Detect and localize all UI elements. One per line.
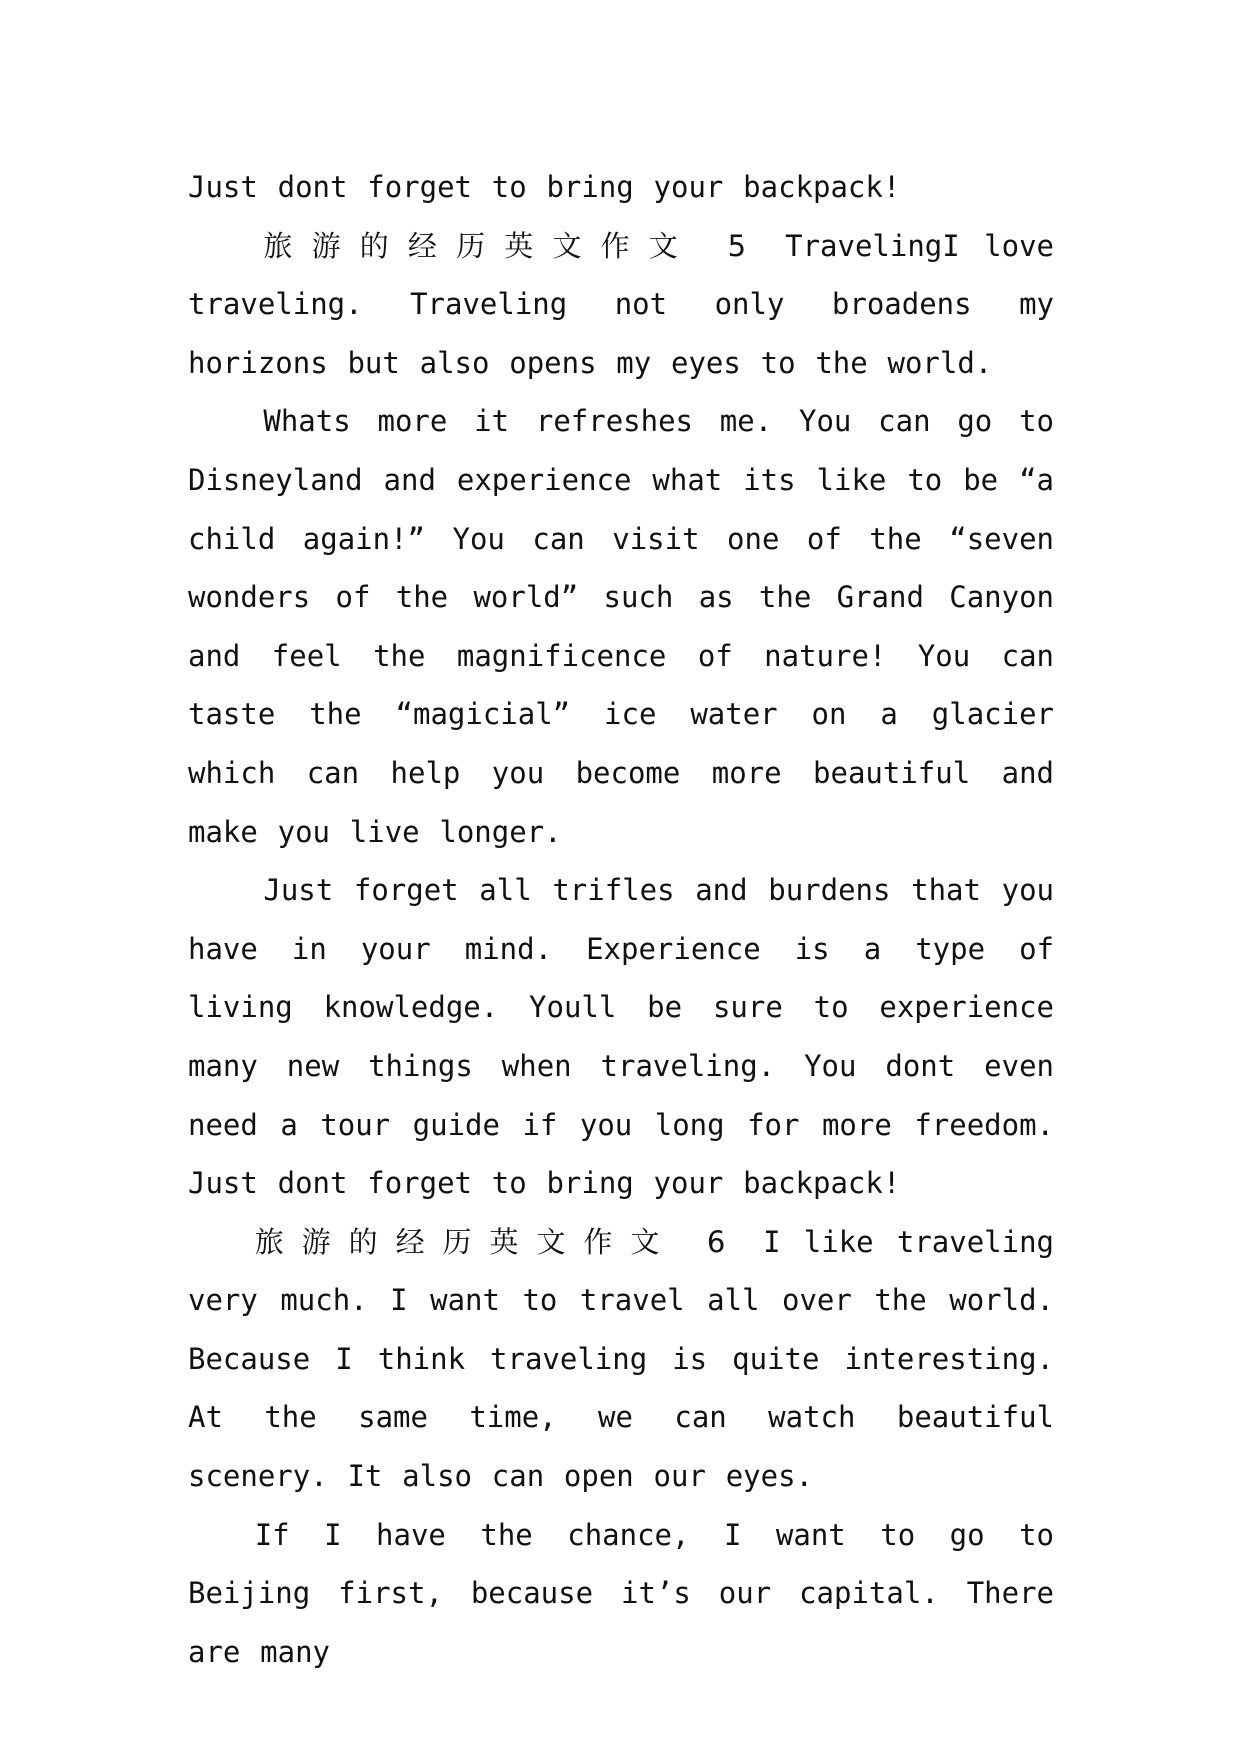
essay-6-heading: 旅游的经历英文作文 6 xyxy=(254,1224,740,1259)
paragraph-6 xyxy=(188,1506,1054,1682)
paragraph-1 xyxy=(188,158,1054,217)
paragraph-4-text: Just forget all trifles and burdens that you have in your mind. Experience is a type of living knowledge. Youll be sure to experience many new things when traveling. You dont even need a tour guide if you long for more freedom. Just dont forget to bring your backpack! xyxy=(188,873,1054,1201)
paragraph-1-text: Just dont forget to bring your backpack! xyxy=(188,170,901,204)
paragraph-4 xyxy=(188,861,1054,1213)
paragraph-3 xyxy=(188,392,1054,861)
paragraph-2 xyxy=(188,217,1054,393)
document-body xyxy=(188,158,1054,1681)
essay-5-heading: 旅游的经历英文作文 5 xyxy=(263,228,761,263)
paragraph-5 xyxy=(188,1213,1054,1506)
paragraph-6-text: If I have the chance, I want to go to Beijing first, because it’s our capital. There are many xyxy=(188,1517,1054,1669)
paragraph-5-text: I like traveling very much. I want to travel all over the world. Because I think traveling is quite interesting. At the same time, we can watch beautiful scenery. It also can open our eyes. xyxy=(188,1224,1054,1494)
paragraph-3-text: Whats more it refreshes me. You can go to Disneyland and experience what its like to be “a child again!” You can visit one of the “seven wonders of the world” such as the Grand Canyon and feel the magnificence of nature! You can taste the “magicial” ice water on a glacier which can help you become more beautiful and make you live longer. xyxy=(188,404,1054,849)
paragraph-2-text: TravelingI love traveling. Traveling not only broadens my horizons but also opens my eyes to the world. xyxy=(188,228,1054,380)
